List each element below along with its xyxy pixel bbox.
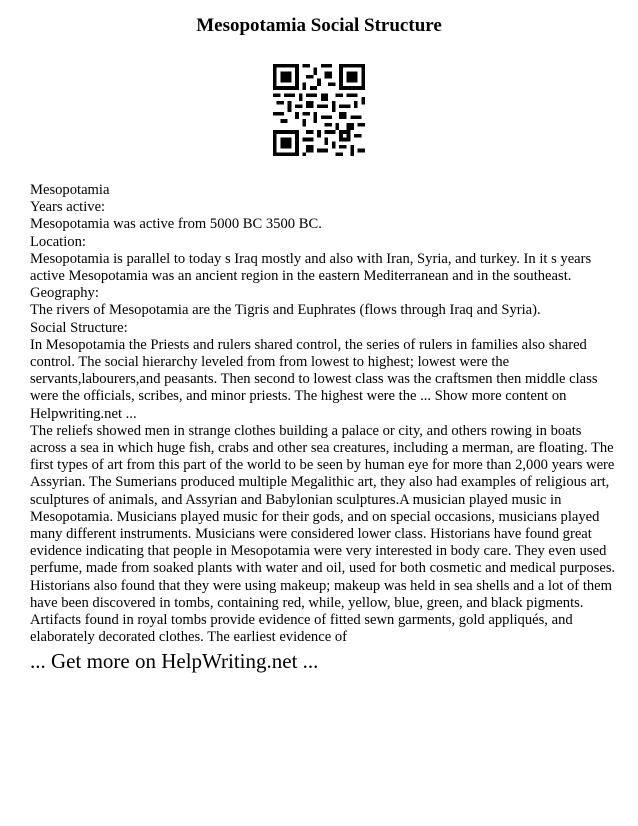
paragraph-years-active: Mesopotamia was active from 5000 BC 3500 BC. [30, 216, 322, 233]
paragraph-geography: The rivers of Mesopotamia are the Tigris and Euphrates (flows through Iraq and Syria). [30, 302, 541, 319]
paragraph-geography-label: Geography: [30, 285, 99, 302]
paragraph-social-structure: In Mesopotamia the Priests and rulers shared control, the series of rulers in families also shared control. The social hierarchy leveled from from lowest to highest; lowest were the servants,labourers,and peasants. Then second to lowest class was the craftsmen then middle class were the officials, scribes, and minor priests. The highest were the ... Show more content on Helpwriting.net ... [30, 336, 598, 422]
get-more-link[interactable]: ... Get more on HelpWriting.net ... [30, 649, 319, 673]
document-body [30, 182, 616, 646]
qr-code-icon [273, 64, 365, 156]
paragraph-years-active-label: Years active: [30, 199, 106, 216]
paragraph-heading-mesopotamia: Mesopotamia [30, 182, 110, 198]
paragraph-location: Mesopotamia is parallel to today s Iraq mostly and also with Iran, Syria, and turkey. In it s years active Mesopotamia was an ancient region in the eastern Mediterranean and in the southeast. [30, 250, 592, 285]
page-title: Mesopotamia Social Structure [196, 15, 442, 36]
paragraph-art-and-culture: The reliefs showed men in strange clothes building a palace or city, and others rowing in boats across a sea in which huge fish, crabs and other sea creatures, including a merman, are floating. The first types of art from this part of the world to be seen by human eye for more than 2,000 years were Assyrian. The Sumerians produced multiple Megalithic art, they also had examples of religious art, sculptures of animals, and Assyrian and Babylonian sculptures.A musician played music in Mesopotamia. Musicians played music for their gods, and on special occasions, musicians played many different instruments. Musicians were considered lower class. Historians have found great evidence indicating that people in Mesopotamia were very interested in body care. They even used perfume, made from soaked plants with water and oil, used for both cosmetic and medical purposes. Historians also found that they were using makeup; makeup was held in sea shells and a lot of them have been discovered in tombs, containing red, while, yellow, blue, green, and black pigments. Artifacts found in royal tombs provide evidence of fitted sewn garments, gold appliqués, and elaborately decorated clothes. The earliest evidence of [30, 422, 616, 646]
paragraph-location-label: Location: [30, 233, 86, 250]
paragraph-social-structure-label: Social Structure: [30, 319, 128, 336]
